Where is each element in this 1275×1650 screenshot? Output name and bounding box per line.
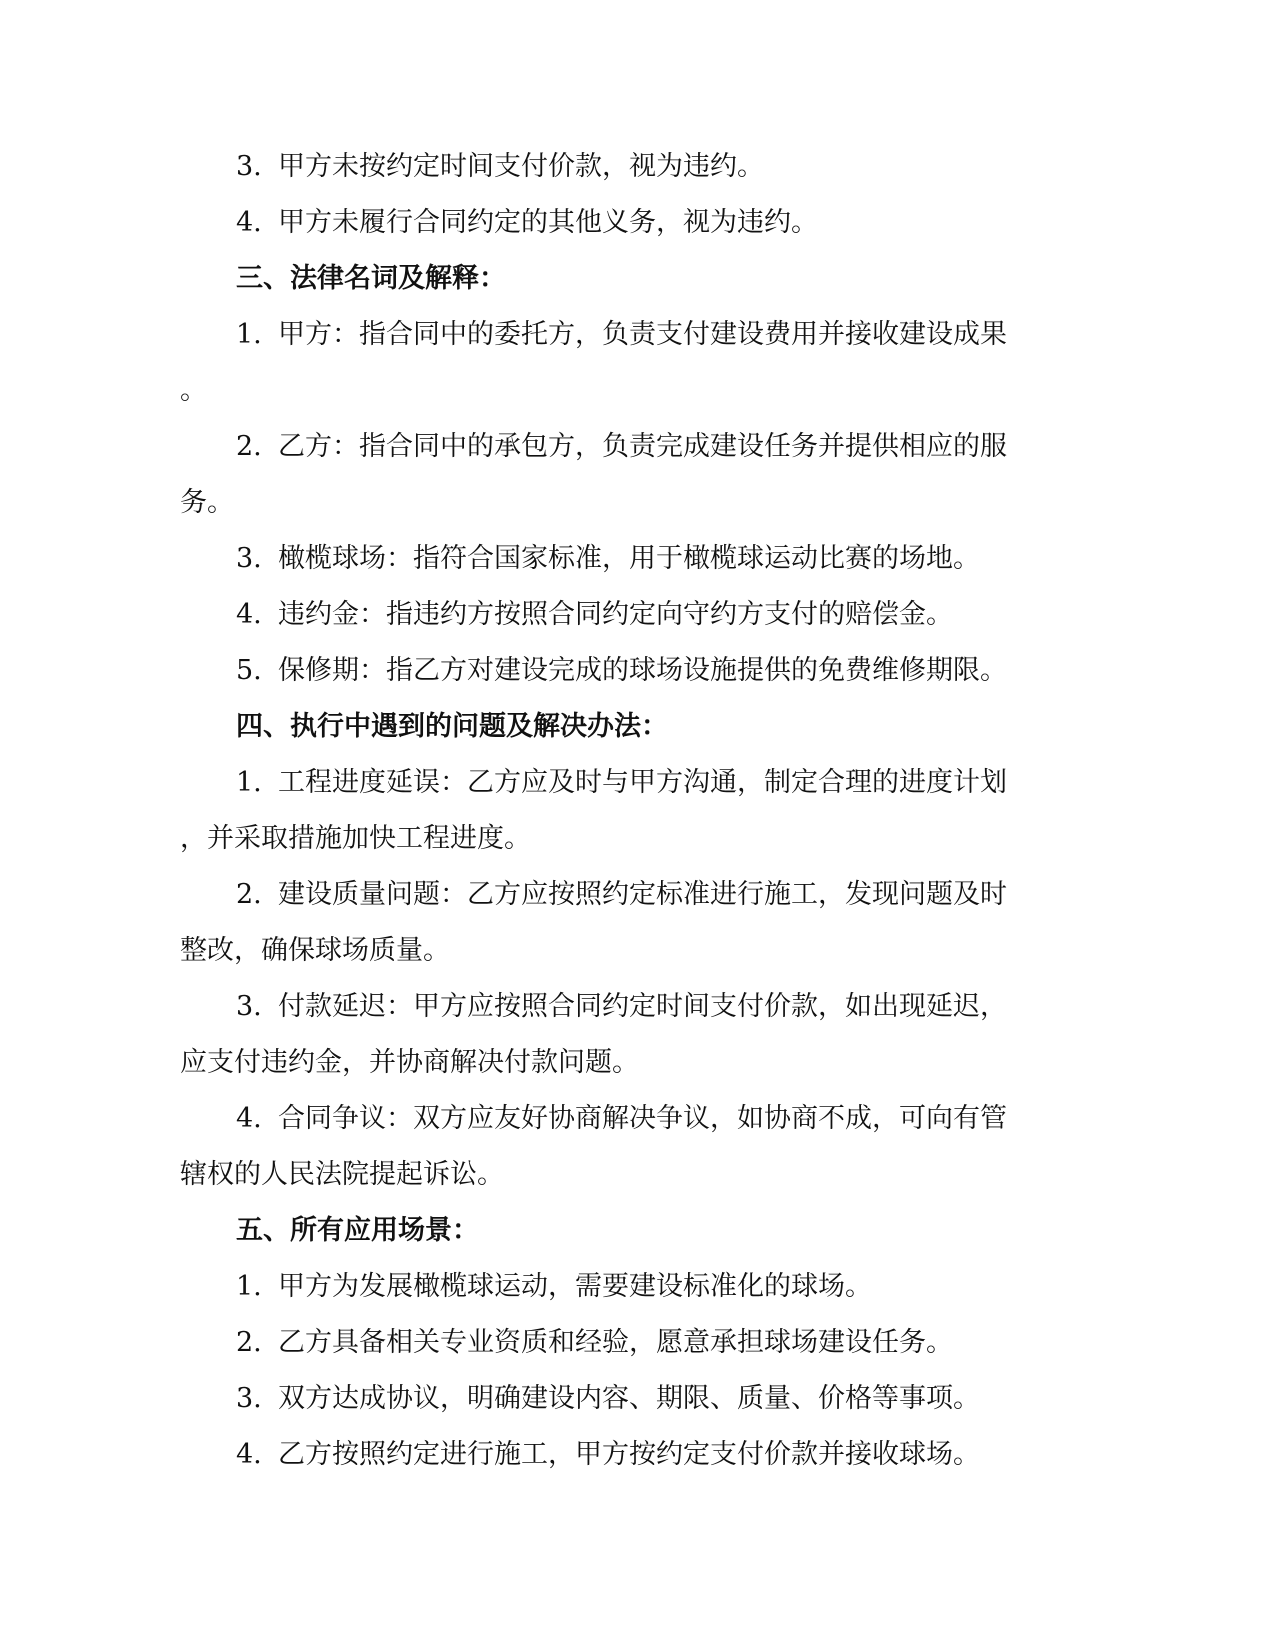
item-text: 工程进度延误：乙方应及时与甲方沟通，制定合理的进度计划 bbox=[278, 767, 1007, 798]
document-body bbox=[180, 139, 1060, 1483]
item-number: 3. bbox=[236, 543, 262, 574]
list-item bbox=[180, 1371, 1060, 1427]
item-number: 2. bbox=[236, 1327, 262, 1358]
item-number: 1. bbox=[236, 1271, 262, 1302]
section-heading-application-scenarios: 五、所有应用场景： bbox=[236, 1215, 479, 1246]
list-item bbox=[180, 1315, 1060, 1371]
item-text: 橄榄球场：指符合国家标准，用于橄榄球运动比赛的场地。 bbox=[278, 543, 980, 574]
list-item-continuation: ，并采取措施加快工程进度。 bbox=[180, 823, 531, 854]
item-text: 甲方为发展橄榄球运动，需要建设标准化的球场。 bbox=[278, 1271, 872, 1302]
item-text: 双方达成协议，明确建设内容、期限、质量、价格等事项。 bbox=[278, 1383, 980, 1414]
list-item-continuation: 应支付违约金，并协商解决付款问题。 bbox=[180, 1047, 639, 1078]
item-text: 建设质量问题：乙方应按照约定标准进行施工，发现问题及时 bbox=[278, 879, 1007, 910]
list-item bbox=[180, 755, 1060, 811]
item-number: 2. bbox=[236, 879, 262, 910]
item-text: 甲方未履行合同约定的其他义务，视为违约。 bbox=[278, 207, 818, 238]
item-number: 4. bbox=[236, 1103, 262, 1134]
list-item-continuation: 整改，确保球场质量。 bbox=[180, 935, 450, 966]
item-number: 3. bbox=[236, 151, 262, 182]
item-number: 1. bbox=[236, 319, 262, 350]
list-item bbox=[180, 195, 1060, 251]
list-item bbox=[180, 531, 1060, 587]
list-item bbox=[180, 867, 1060, 923]
item-number: 4. bbox=[236, 1439, 262, 1470]
list-item bbox=[180, 139, 1060, 195]
list-item bbox=[180, 979, 1060, 1035]
item-text: 保修期：指乙方对建设完成的球场设施提供的免费维修期限。 bbox=[278, 655, 1007, 686]
list-item bbox=[180, 587, 1060, 643]
list-item bbox=[180, 1427, 1060, 1483]
item-text: 合同争议：双方应友好协商解决争议，如协商不成，可向有管 bbox=[278, 1103, 1007, 1134]
item-number: 2. bbox=[236, 431, 262, 462]
item-number: 5. bbox=[236, 655, 262, 686]
item-text: 乙方具备相关专业资质和经验，愿意承担球场建设任务。 bbox=[278, 1327, 953, 1358]
list-item bbox=[180, 419, 1060, 475]
item-text: 乙方：指合同中的承包方，负责完成建设任务并提供相应的服 bbox=[278, 431, 1007, 462]
list-item bbox=[180, 307, 1060, 363]
item-number: 3. bbox=[236, 1383, 262, 1414]
item-number: 4. bbox=[236, 599, 262, 630]
list-item bbox=[180, 1091, 1060, 1147]
item-number: 1. bbox=[236, 767, 262, 798]
item-text: 乙方按照约定进行施工，甲方按约定支付价款并接收球场。 bbox=[278, 1439, 980, 1470]
item-number: 4. bbox=[236, 207, 262, 238]
list-item bbox=[180, 643, 1060, 699]
list-item-continuation: 。 bbox=[180, 375, 207, 406]
list-item bbox=[180, 1259, 1060, 1315]
list-item-continuation: 辖权的人民法院提起诉讼。 bbox=[180, 1159, 504, 1190]
item-text: 甲方未按约定时间支付价款，视为违约。 bbox=[278, 151, 764, 182]
item-text: 违约金：指违约方按照合同约定向守约方支付的赔偿金。 bbox=[278, 599, 953, 630]
item-number: 3. bbox=[236, 991, 262, 1022]
section-heading-legal-terms: 三、法律名词及解释： bbox=[236, 263, 506, 294]
item-text: 甲方：指合同中的委托方，负责支付建设费用并接收建设成果 bbox=[278, 319, 1007, 350]
section-heading-problems-solutions: 四、执行中遇到的问题及解决办法： bbox=[236, 711, 668, 742]
list-item-continuation: 务。 bbox=[180, 487, 234, 518]
item-text: 付款延迟：甲方应按照合同约定时间支付价款，如出现延迟， bbox=[278, 991, 1007, 1022]
